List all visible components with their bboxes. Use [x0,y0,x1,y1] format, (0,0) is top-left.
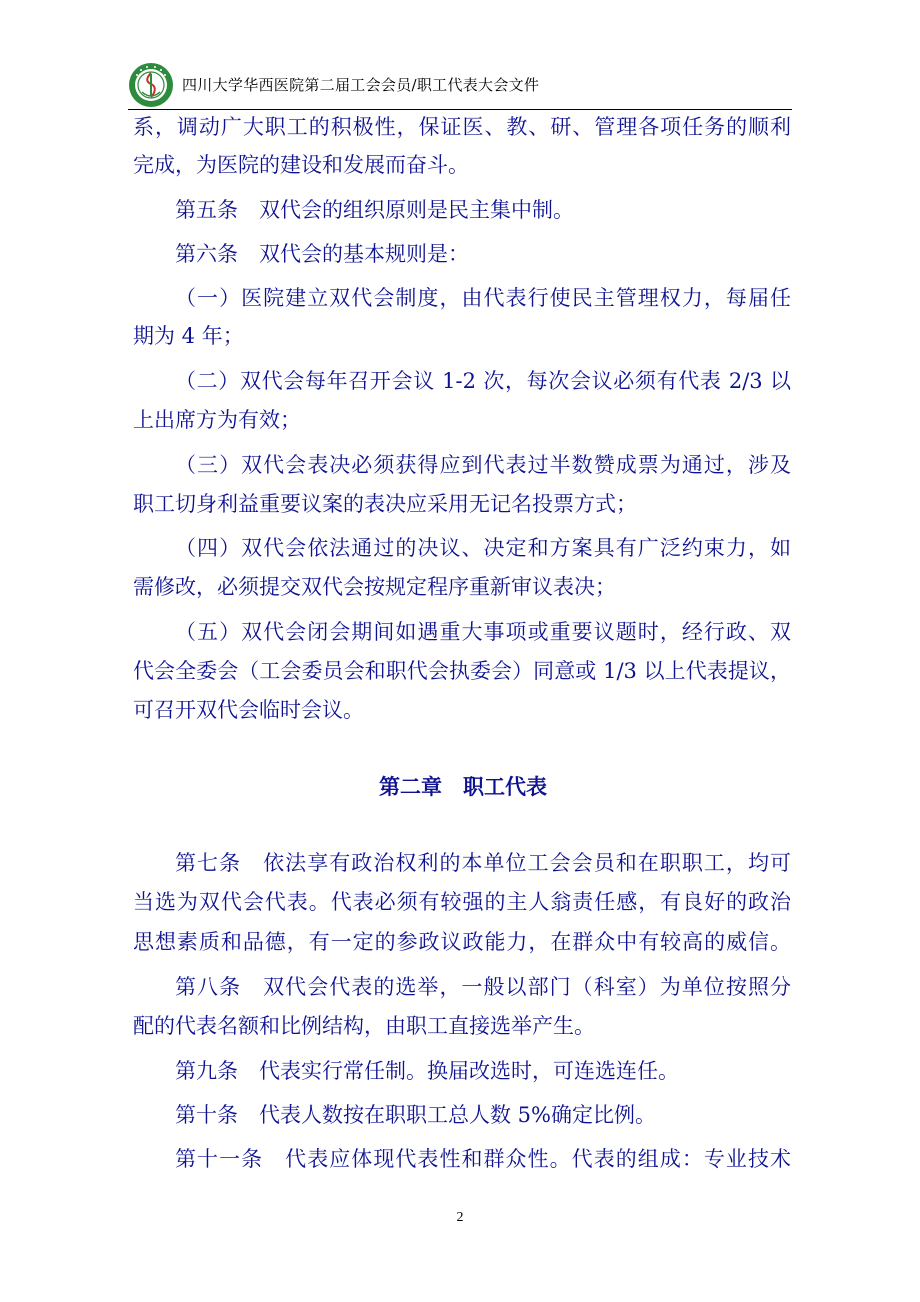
rule-3-line: 职工切身利益重要议案的表决应采用无记名投票方式； [133,492,637,516]
rule-5-line: （五）双代会闭会期间如遇重大事项或重要议题时，经行政、双 [175,620,791,644]
page-number: 2 [456,1210,464,1225]
page-header [128,62,792,110]
article-9: 第九条 代表实行常任制。换届改选时，可连选连任。 [175,1059,679,1083]
rule-2-line: 上出席方为有效； [133,408,301,432]
rule-5-line: 可召开双代会临时会议。 [133,698,364,722]
text-line: 完成，为医院的建设和发展而奋斗。 [133,153,469,177]
article-8-line: 第八条 双代会代表的选举，一般以部门（科室）为单位按照分 [175,975,791,999]
chapter-heading: 第二章 职工代表 [379,774,547,799]
article-11-line: 第十一条 代表应体现代表性和群众性。代表的组成：专业技术 [175,1147,791,1171]
rule-4-line: （四）双代会依法通过的决议、决定和方案具有广泛约束力，如 [175,536,791,560]
rule-1-line: （一）医院建立双代会制度，由代表行使民主管理权力，每届任 [175,286,791,310]
header-divider [128,109,792,110]
rule-1-line: 期为 4 年； [133,324,244,348]
article-6: 第六条 双代会的基本规则是： [175,242,469,266]
article-10: 第十条 代表人数按在职职工总人数 5%确定比例。 [175,1103,656,1127]
header-title: 四川大学华西医院第二届工会会员/职工代表大会文件 [182,76,540,94]
article-7-line: 当选为双代会代表。代表必须有较强的主人翁责任感，有良好的政治 [133,890,791,914]
rule-4-line: 需修改，必须提交双代会按规定程序重新审议表决； [133,575,616,599]
text-line: 系，调动广大职工的积极性，保证医、教、研、管理各项任务的顺利 [133,115,791,139]
article-8-line: 配的代表名额和比例结构，由职工直接选举产生。 [133,1014,595,1038]
hospital-logo-icon [128,62,174,108]
rule-5-line: 代会全委会（工会委员会和职代会执委会）同意或 1/3 以上代表提议， [133,659,791,683]
article-7-line: 第七条 依法享有政治权利的本单位工会会员和在职职工，均可 [175,851,791,875]
article-5: 第五条 双代会的组织原则是民主集中制。 [175,198,574,222]
article-7-line: 思想素质和品德，有一定的参政议政能力，在群众中有较高的威信。 [133,930,791,954]
rule-3-line: （三）双代会表决必须获得应到代表过半数赞成票为通过，涉及 [175,453,791,477]
rule-2-line: （二）双代会每年召开会议 1-2 次，每次会议必须有代表 2/3 以 [175,369,791,393]
